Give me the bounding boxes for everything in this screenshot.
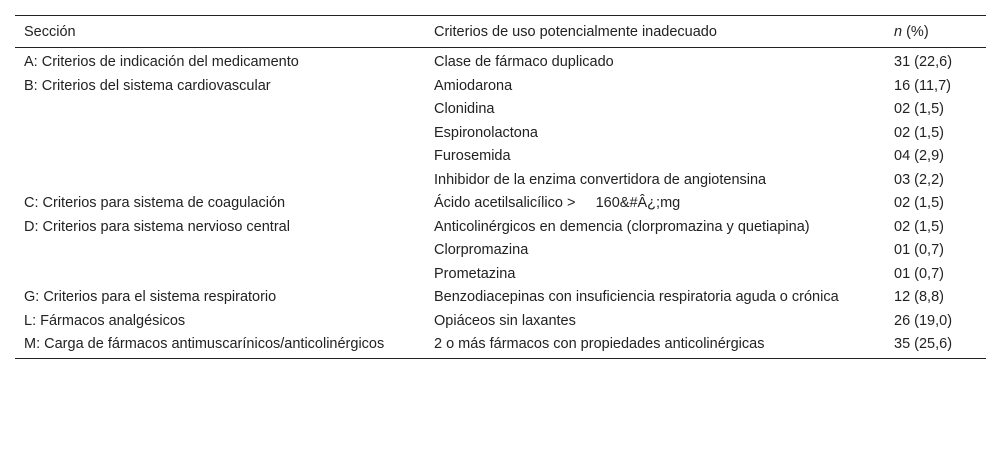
cell-section: L: Fármacos analgésicos [24,312,186,329]
cell-n: 02 (1,5) [894,124,944,141]
cell-n: 16 (11,7) [894,77,951,94]
cell-criteria: Furosemida [434,148,511,164]
table-row [15,240,986,264]
cell-section [15,123,425,147]
cell-n: 02 (1,5) [894,218,944,235]
header-section: Sección [24,23,76,40]
cell-section [15,99,425,123]
cell-criteria: Clorpromazina [434,242,529,258]
table-row [15,48,986,76]
cell-criteria: Opiáceos sin laxantes [434,312,576,329]
cell-n: 01 (0,7) [894,242,944,258]
cell-n: 02 (1,5) [894,195,944,211]
cell-n: 02 (1,5) [894,101,944,117]
cell-section: A: Criterios de indicación del medicamento [24,54,299,70]
cell-n: 04 (2,9) [894,148,944,164]
table-row [15,311,986,335]
table-row [15,99,986,123]
cell-n: 31 (22,6) [894,54,953,70]
cell-criteria: Espironolactona [434,124,538,141]
table-row [15,146,986,170]
table-row [15,76,986,100]
cell-section [15,146,425,170]
header-percent: (%) [902,23,929,40]
cell-criteria: Anticolinérgicos en demencia (clorpromazina y quetiapina) [434,218,810,235]
cell-section [15,240,425,264]
header-n-percent [885,16,986,48]
cell-n: 01 (0,7) [894,265,944,282]
cell-criteria: Clonidina [434,101,495,117]
criteria-table [15,15,986,359]
table-row [15,264,986,288]
cell-n: 03 (2,2) [894,171,944,188]
cell-n: 26 (19,0) [894,312,953,329]
criteria-table-container [15,15,986,359]
table-row [15,123,986,147]
table-row [15,334,986,358]
cell-criteria: Inhibidor de la enzima convertidora de angiotensina [434,171,767,188]
header-criteria: Criterios de uso potencialmente inadecuado [434,23,717,40]
header-n-italic: n [894,23,903,40]
cell-n: 12 (8,8) [894,289,944,305]
cell-criteria: Ácido acetilsalicílico > 160&#Â¿;mg [434,195,681,211]
cell-section: B: Criterios del sistema cardiovascular [24,77,271,94]
cell-criteria: Clase de fármaco duplicado [434,54,614,70]
cell-section [15,170,425,194]
table-row [15,217,986,241]
table-row [15,170,986,194]
cell-criteria: Prometazina [434,265,516,282]
table-header-row [15,16,986,48]
cell-section: C: Criterios para sistema de coagulación [24,195,286,211]
cell-section: G: Criterios para el sistema respiratorio [24,289,277,305]
cell-n: 35 (25,6) [894,336,953,352]
cell-section: D: Criterios para sistema nervioso central [24,218,290,235]
cell-criteria: 2 o más fármacos con propiedades anticolinérgicas [434,336,765,352]
cell-criteria: Amiodarona [434,77,513,94]
cell-criteria: Benzodiacepinas con insuficiencia respiratoria aguda o crónica [434,289,839,305]
cell-section [15,264,425,288]
cell-section: M: Carga de fármacos antimuscarínicos/anticolinérgicos [24,336,385,352]
table-row [15,287,986,311]
table-row [15,193,986,217]
